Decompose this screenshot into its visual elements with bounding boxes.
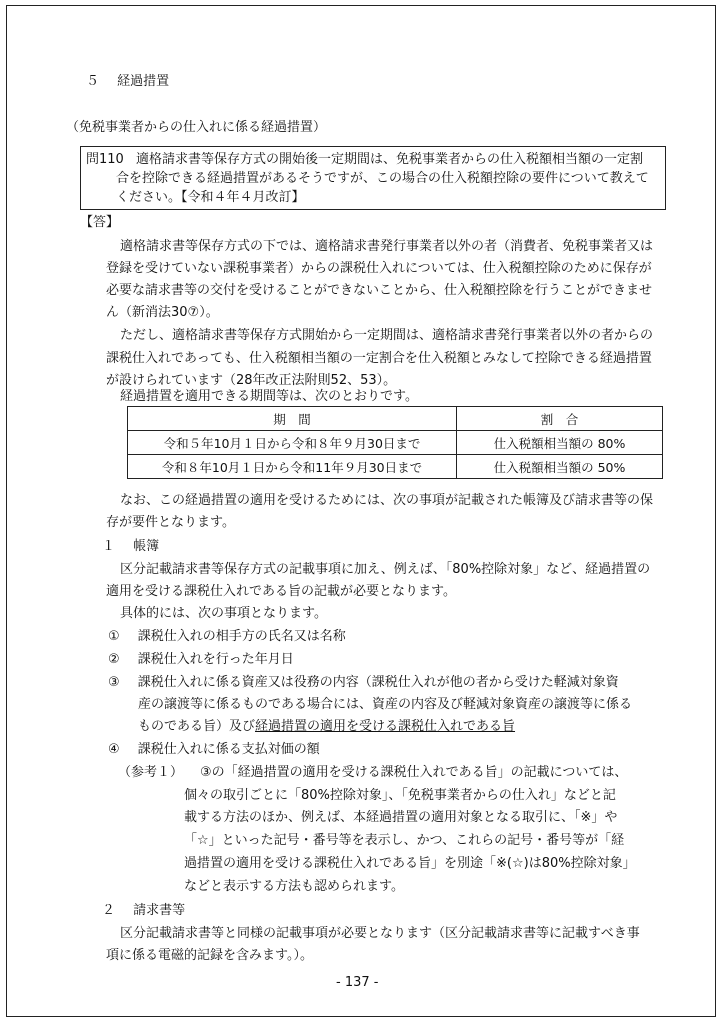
paragraph-line: 経過措置を適用できる期間等は、次のとおりです。 bbox=[120, 389, 418, 404]
item-line: 適用を受ける課税仕入れである旨の記載が必要となります。 bbox=[106, 584, 456, 599]
list-item bbox=[108, 630, 346, 643]
paragraph-line: 課税仕入れであっても、仕入税額相当額の一定割合を仕入税額とみなして控除できる経過措置 bbox=[106, 351, 652, 366]
table-cell: 令和８年10月１日から令和11年９月30日まで bbox=[128, 455, 457, 479]
paragraph-line: 存が要件となります。 bbox=[106, 515, 235, 530]
table-row bbox=[128, 455, 663, 479]
item-line: 区分記載請求書等保存方式の記載事項に加え、例えば、「80%控除対象」など、経過措置の bbox=[120, 562, 651, 577]
page-number: - 137 - bbox=[336, 975, 379, 990]
note-line: 過措置の適用を受ける課税仕入れである旨」を別途「※(☆)は80%控除対象」 bbox=[184, 856, 636, 871]
underlined-text: 経過措置の適用を受ける課税仕入れである旨 bbox=[255, 719, 516, 734]
paragraph-line: 適格請求書等保存方式の下では、適格請求書発行事業者以外の者（消費者、免税事業者又は bbox=[120, 239, 654, 254]
paragraph-line: ただし、適格請求書等保存方式開始から一定期間は、適格請求書発行事業者以外の者からの bbox=[120, 328, 654, 343]
list-text: 課税仕入れに係る資産又は役務の内容（課税仕入れが他の者から受けた軽減対象資 bbox=[137, 675, 619, 690]
paragraph-line: 必要な請求書等の交付を受けることができないことから、仕入税額控除を行うことができませ bbox=[106, 283, 653, 298]
note-line: 個々の取引ごとに「80%控除対象」、「免税事業者からの仕入れ」などと記 bbox=[184, 788, 616, 803]
section-title: 経過措置 bbox=[117, 74, 170, 89]
note-line: などと表示する方法も認められます。 bbox=[184, 879, 404, 894]
item-title: 帳簿 bbox=[133, 539, 160, 554]
list-mark: ③ bbox=[108, 675, 120, 690]
list-mark: ④ bbox=[108, 742, 120, 757]
question-line: 合を控除できる経過措置があるそうですが、この場合の仕入税額控除の要件について教えて bbox=[116, 171, 649, 186]
table-header-row bbox=[128, 407, 663, 431]
list-text: 課税仕入れを行った年月日 bbox=[137, 652, 294, 667]
question-number: 問110 bbox=[86, 152, 124, 167]
item-line: 区分記載請求書等と同様の記載事項が必要となります（区分記載請求書等に記載すべき事 bbox=[120, 926, 640, 941]
table-cell: 仕入税額相当額の 50% bbox=[457, 455, 663, 479]
question-line: ください。【令和４年４月改訂】 bbox=[116, 190, 305, 205]
list-mark: ① bbox=[108, 629, 120, 644]
list-text: 課税仕入れに係る支払対価の額 bbox=[137, 742, 320, 757]
list-mark: ② bbox=[108, 652, 120, 667]
item-title: 請求書等 bbox=[133, 903, 186, 918]
table-header: 期 間 bbox=[128, 407, 457, 431]
item-line: 項に係る電磁的記録を含みます。）。 bbox=[106, 948, 313, 963]
section-heading bbox=[86, 75, 169, 88]
question-line: 適格請求書等保存方式の開始後一定期間は、免税事業者からの仕入税額相当額の一定割 bbox=[136, 152, 644, 167]
item-heading bbox=[102, 904, 185, 917]
paragraph-line: なお、この経過措置の適用を受けるためには、次の事項が記載された帳簿及び請求書等の保 bbox=[120, 493, 654, 508]
note-label: （参考１） bbox=[118, 765, 184, 780]
note-line: ③の「経過措置の適用を受ける課税仕入れである旨」の記載については、 bbox=[200, 765, 628, 780]
paragraph-line: が設けられています（28年改正法附則52、53）。 bbox=[106, 373, 397, 388]
item-number: １ bbox=[102, 539, 116, 554]
item-heading bbox=[102, 540, 159, 553]
list-item bbox=[108, 676, 619, 689]
paragraph-line: ん（新消法30⑦）。 bbox=[106, 305, 219, 320]
subsection-heading: （免税事業者からの仕入れに係る経過措置） bbox=[66, 120, 327, 135]
list-item bbox=[108, 653, 294, 666]
table-row bbox=[128, 431, 663, 455]
item-number: ２ bbox=[102, 903, 116, 918]
note-line: 「☆」といった記号・番号等を表示し、かつ、これらの記号・番号等が「経 bbox=[184, 833, 625, 848]
list-text: 課税仕入れの相手方の氏名又は名称 bbox=[137, 629, 346, 644]
list-text-cont: 産の譲渡等に係るものである場合には、資産の内容及び軽減対象資産の譲渡等に係る bbox=[138, 697, 633, 712]
table-cell: 令和５年10月１日から令和８年９月30日まで bbox=[128, 431, 457, 455]
paragraph-line: 登録を受けていない課税事業者）からの課税仕入れについては、仕入税額控除のために保存が bbox=[106, 261, 652, 276]
list-text-cont bbox=[138, 720, 515, 733]
item-line: 具体的には、次の事項となります。 bbox=[120, 606, 327, 621]
section-number: ５ bbox=[86, 74, 100, 89]
table-header: 割 合 bbox=[457, 407, 663, 431]
list-item bbox=[108, 743, 320, 756]
table-cell: 仕入税額相当額の 80% bbox=[457, 431, 663, 455]
period-table bbox=[127, 406, 663, 479]
answer-label: 【答】 bbox=[80, 215, 120, 230]
list-text-plain: ものである旨）及び bbox=[138, 719, 256, 734]
note-line: 載する方法のほか、例えば、本経過措置の適用対象となる取引に、「※」や bbox=[184, 810, 618, 825]
